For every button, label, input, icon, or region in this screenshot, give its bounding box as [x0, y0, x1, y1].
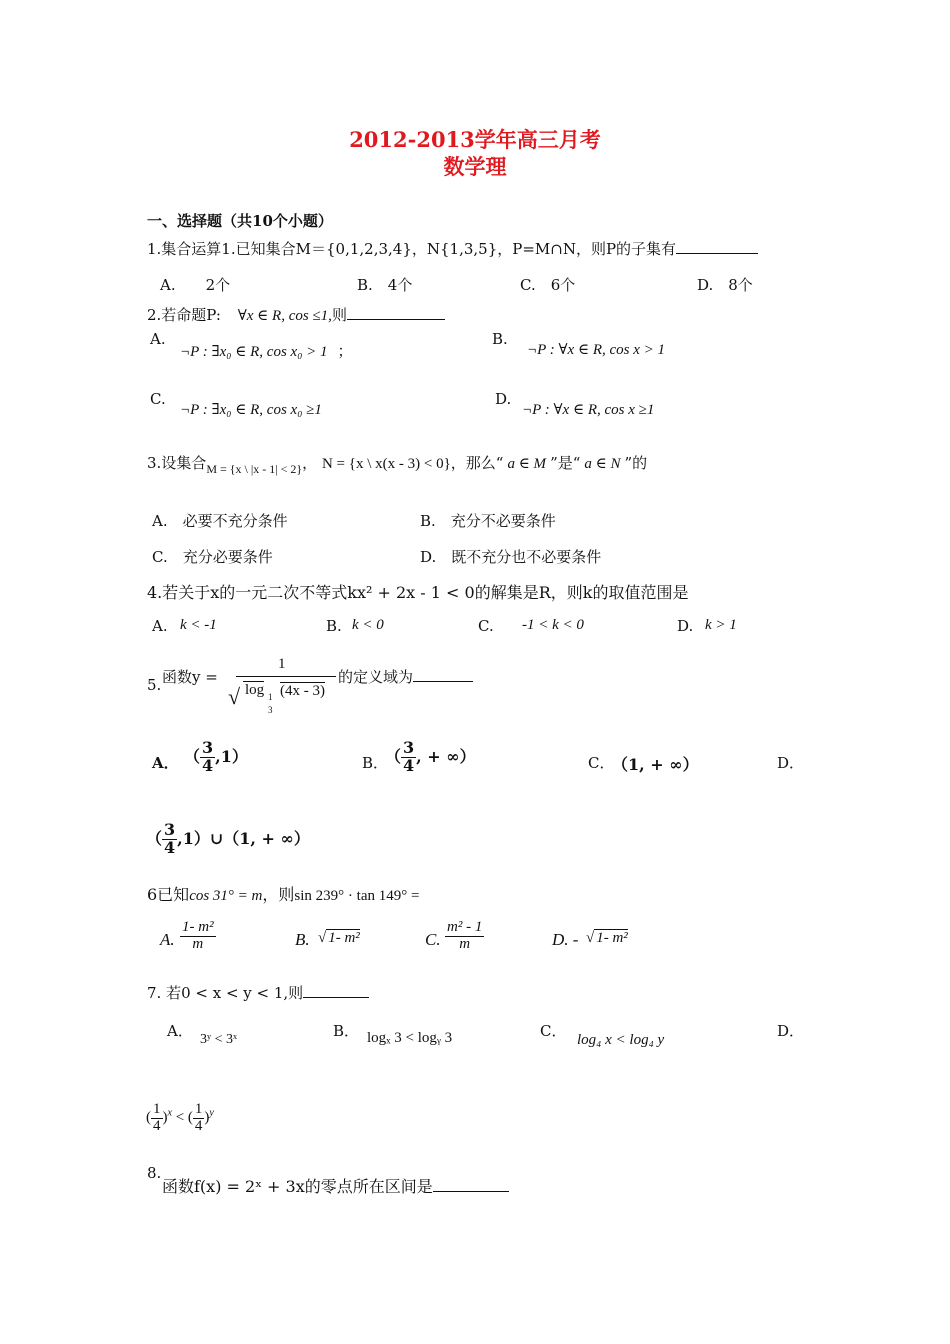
q6-option-b-label: B. [295, 930, 310, 949]
q3-prop-2: a ∈ N [584, 456, 621, 472]
q4-option-d: k > 1 [705, 617, 737, 633]
q2-tail: 则 [331, 306, 347, 324]
q7-option-d-label: D． [777, 1022, 805, 1040]
q5-option-d-label: D． [777, 754, 805, 772]
q1-option-c: C. 6个 [520, 276, 576, 294]
q5-option-c-label: C． [588, 754, 615, 772]
q5-denominator: log [245, 682, 265, 698]
q7-option-c: log₄ x < log₄ y [577, 1032, 665, 1048]
q7-option-a: 3ʸ < 3ˣ [200, 1032, 238, 1047]
q6-option-d: √ 1- m² [586, 930, 628, 946]
q6-option-b: √ 1- m² [318, 930, 360, 946]
q1-option-b: B. 4个 [357, 276, 413, 294]
q4-option-b-label: B. [326, 617, 342, 635]
q6-option-d-label: D. - [552, 930, 579, 949]
q3-prop-1: a ∈ M [507, 456, 547, 472]
q2-option-b-label: B. [492, 330, 508, 348]
q2-option-a: ¬P : ∃x₀ ∈ R, cos x₀ > 1 ； [180, 344, 353, 360]
q5-option-b-label: B． [362, 754, 389, 772]
q5-prefix: 函数y = [162, 668, 218, 686]
log-base-den: 3 [268, 705, 273, 715]
q2-option-c: ¬P : ∃x₀ ∈ R, cos x₀ ≥1 [180, 402, 322, 418]
q1-option-d: D. 8个 [697, 276, 753, 294]
q5-option-d: （ $\frac{3}{4}$ ,1）∪（1, + ∞） [146, 820, 310, 857]
q5-option-a: （ $\frac{3}{4}$ ,1） [184, 738, 248, 775]
page-subtitle: 数学理 [443, 154, 507, 179]
q7-option-b: logₓ 3 < logᵧ 3 [367, 1030, 453, 1046]
answer-blank [347, 318, 445, 320]
question-8: 函数f(x) = 2ˣ + 3x的零点所在区间是 [162, 1174, 509, 1197]
answer-blank [413, 680, 473, 682]
q5-option-a-label: A． [152, 754, 179, 772]
q2-option-a-label: A. [150, 330, 166, 348]
q3-prefix: 3.设集合 [147, 454, 207, 472]
q4-option-d-label: D. [677, 617, 694, 635]
q3-option-a: A. 必要不充分条件 [152, 512, 288, 530]
q4-option-a-label: A. [152, 617, 168, 635]
q6-option-c-label: C. [425, 930, 441, 949]
fraction-bar [236, 676, 336, 677]
q3-option-b: B. 充分不必要条件 [420, 512, 556, 530]
q3-option-d: D. 既不充分也不必要条件 [420, 548, 602, 566]
q3-option-c: C. 充分必要条件 [152, 548, 273, 566]
q7-option-a-label: A． [167, 1022, 193, 1040]
q7-option-d: ( $\frac{1}{4}$ )$^x$ < ( $\frac{1}{4}$ )$^y$ [146, 1101, 214, 1134]
q2-option-d: ¬P : ∀x ∈ R, cos x ≥1 [522, 402, 655, 418]
question-1 [147, 238, 758, 259]
q4-option-b: k < 0 [352, 617, 384, 633]
q1-stem: 1.集合运算1.已知集合M＝{0,1,2,3,4}，N{1,3,5}，P=M∩N，则P的子集有 [147, 240, 677, 258]
q1-option-a: A. 2个 [160, 276, 231, 294]
page-title: 2012-2013学年高三月考 [349, 127, 601, 152]
q5-numerator: 1 [278, 656, 286, 672]
q5-suffix: 的定义域为 [338, 666, 473, 687]
q5-option-b: （ $\frac{3}{4}$ , + ∞） [385, 738, 476, 775]
q3-set-n: N = {x \ x(x - 3) < 0} [321, 456, 451, 472]
q2-option-c-label: C. [150, 390, 166, 408]
question-3: 3.设集合$_{M = \{x \backslash |x - 1| < 2\}}$， N = {x \ x(x - 3) < 0}，那么“ a ∈ M ”是“ a ∈ N ”的 [147, 454, 648, 476]
q4-option-c: -1 < k < 0 [522, 617, 584, 633]
q5-option-c: （1, + ∞） [612, 755, 699, 774]
q4-option-c-label: C. [478, 617, 494, 635]
question-6: 6已知cos 31° = m，则sin 239° · tan 149° = [147, 885, 420, 904]
answer-blank [433, 1190, 509, 1192]
q3-set-m: M = {x \ |x - 1| < 2} [206, 462, 303, 476]
q7-option-c-label: C． [540, 1022, 567, 1040]
q6-condition: cos 31° = m [189, 888, 263, 904]
q6-option-a-label: A. [160, 930, 175, 949]
log-argument: (4x - 3) [280, 683, 325, 699]
q5-number: 5. [147, 676, 162, 694]
q2-condition: ∀x ∈ R, cos ≤1, [237, 308, 332, 324]
q6-expression: sin 239° · tan 149° = [294, 888, 420, 904]
answer-blank [303, 996, 369, 998]
q2-stem: 2.若命题P: [147, 306, 221, 324]
question-2 [147, 304, 445, 325]
q7-option-b-label: B． [333, 1022, 360, 1040]
section-heading: 一、选择题（共10个小题） [147, 212, 333, 230]
q4-option-a: k < -1 [180, 617, 217, 633]
question-7: 7. 若0 < x < y < 1,则 [147, 982, 369, 1003]
answer-blank [676, 252, 758, 254]
radical-sign: √ [228, 684, 241, 709]
q2-option-d-label: D. [495, 390, 512, 408]
question-4: 4.若关于x的一元二次不等式kx² + 2x - 1 < 0的解集是R，则k的取值范围是 [147, 583, 689, 602]
q6-option-a: $\frac{\text{1- m²}}{m}$ [182, 919, 214, 952]
q8-number: 8. [147, 1164, 162, 1182]
q2-option-b: ¬P : ∀x ∈ R, cos x > 1 [527, 342, 666, 358]
log-base-num: 1 [268, 692, 273, 702]
q6-option-c: $\frac{\text{m² - 1}}{m}$ [447, 919, 483, 952]
